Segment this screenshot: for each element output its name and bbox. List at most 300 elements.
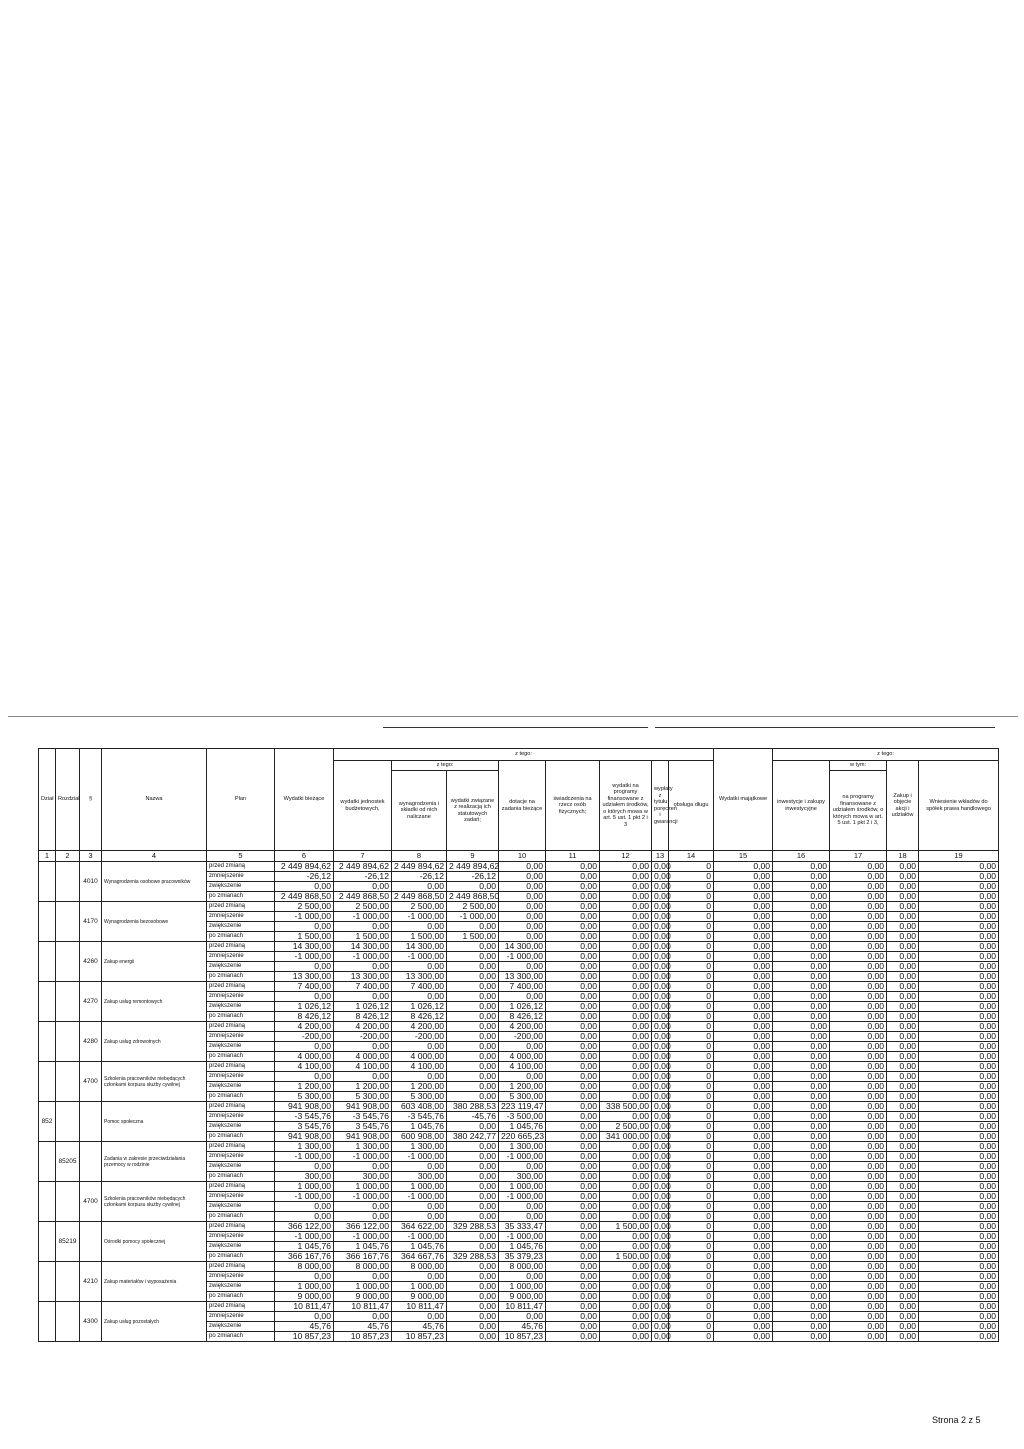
value-cell: 0,00 <box>652 1242 669 1252</box>
value-cell: 0,00 <box>773 1272 830 1282</box>
value-cell: 0,00 <box>334 992 392 1002</box>
column-number: 10 <box>499 851 546 862</box>
value-cell: 603 408,00 <box>392 1102 447 1112</box>
value-cell: 0,00 <box>830 972 887 982</box>
value-cell: 0,00 <box>773 862 830 872</box>
value-cell: 0,00 <box>887 1262 919 1272</box>
value-cell: 2 449 894,62 <box>334 862 392 872</box>
value-cell: 0,00 <box>447 982 499 992</box>
value-cell: 4 200,00 <box>275 1022 334 1032</box>
nazwa-cell: Zakup materiałów i wyposażenia <box>102 1262 207 1302</box>
value-cell: 0,00 <box>447 1292 499 1302</box>
value-cell: 4 000,00 <box>499 1052 546 1062</box>
value-cell: 0 <box>669 892 714 902</box>
value-cell: 0 <box>669 1092 714 1102</box>
value-cell: 0,00 <box>830 882 887 892</box>
value-cell: 0,00 <box>652 1192 669 1202</box>
value-cell: 0,00 <box>447 1242 499 1252</box>
value-cell: 0,00 <box>773 982 830 992</box>
value-cell: 0 <box>669 1142 714 1152</box>
value-cell: 0,00 <box>919 1232 999 1242</box>
change-type-label: przed zmianą <box>207 1222 275 1232</box>
value-cell: 0,00 <box>392 962 447 972</box>
value-cell: 0,00 <box>499 912 546 922</box>
value-cell: 0,00 <box>546 1292 600 1302</box>
paragraf-cell: 4700 <box>80 1182 102 1222</box>
value-cell: 0,00 <box>652 872 669 882</box>
value-cell: 0,00 <box>392 1162 447 1172</box>
value-cell: 1 000,00 <box>334 1282 392 1292</box>
change-type-label: po zmianach <box>207 892 275 902</box>
value-cell: 0,00 <box>773 1292 830 1302</box>
paragraf-cell: 4260 <box>80 942 102 982</box>
dzial-cell <box>39 1262 56 1302</box>
value-cell: 0,00 <box>600 1172 652 1182</box>
value-cell: 0,00 <box>887 1182 919 1192</box>
value-cell: 0,00 <box>652 982 669 992</box>
value-cell: 0,00 <box>714 1332 773 1342</box>
value-cell: 10 811,47 <box>392 1302 447 1312</box>
page-divider-line <box>8 716 1018 717</box>
value-cell: 0 <box>669 1292 714 1302</box>
value-cell: 0,00 <box>600 1182 652 1192</box>
value-cell: 0,00 <box>714 1242 773 1252</box>
value-cell: 0,00 <box>830 1272 887 1282</box>
value-cell: 0,00 <box>714 952 773 962</box>
value-cell: 0,00 <box>600 1082 652 1092</box>
nazwa-cell: Ośrodki pomocy społecznej <box>102 1222 207 1262</box>
header-wydatki-biezace: Wydatki bieżące <box>275 749 334 851</box>
value-cell: 9 000,00 <box>275 1292 334 1302</box>
change-type-label: zwiększenie <box>207 1162 275 1172</box>
value-cell: 0 <box>669 942 714 952</box>
value-cell: 0 <box>669 1252 714 1262</box>
value-cell: 0,00 <box>887 1092 919 1102</box>
value-cell: 0,00 <box>887 1242 919 1252</box>
value-cell: 0,00 <box>652 1062 669 1072</box>
value-cell: 0,00 <box>830 1102 887 1112</box>
value-cell: 0 <box>669 882 714 892</box>
value-cell: 0,00 <box>919 1152 999 1162</box>
value-cell: 0,00 <box>887 912 919 922</box>
value-cell: 0 <box>669 862 714 872</box>
value-cell: 10 811,47 <box>275 1302 334 1312</box>
value-cell: 7 400,00 <box>275 982 334 992</box>
header-z-tego-3: z tego: <box>773 749 999 761</box>
value-cell: 0,00 <box>546 1092 600 1102</box>
change-type-label: zwiększenie <box>207 1042 275 1052</box>
value-cell: 1 045,76 <box>392 1242 447 1252</box>
value-cell: -1 000,00 <box>275 1152 334 1162</box>
value-cell: 0,00 <box>652 1252 669 1262</box>
value-cell: 0,00 <box>919 1092 999 1102</box>
rozdzial-cell <box>56 1102 80 1142</box>
change-type-label: po zmianach <box>207 1092 275 1102</box>
value-cell: 0,00 <box>714 1032 773 1042</box>
value-cell: 0,00 <box>652 1072 669 1082</box>
value-cell: 0,00 <box>546 1002 600 1012</box>
value-cell: 3 545,76 <box>334 1122 392 1132</box>
value-cell: 0,00 <box>830 982 887 992</box>
value-cell: 0,00 <box>919 862 999 872</box>
value-cell: 0,00 <box>546 1302 600 1312</box>
value-cell: 0,00 <box>887 1132 919 1142</box>
value-cell: 941 908,00 <box>334 1102 392 1112</box>
value-cell: 0,00 <box>830 1082 887 1092</box>
value-cell: 0,00 <box>652 1142 669 1152</box>
value-cell: 1 200,00 <box>392 1082 447 1092</box>
value-cell: 1 000,00 <box>275 1182 334 1192</box>
value-cell: 0,00 <box>447 1302 499 1312</box>
value-cell: 0,00 <box>830 962 887 972</box>
header-w-tym: w tym: <box>830 761 887 771</box>
value-cell: 1 300,00 <box>275 1142 334 1152</box>
value-cell: 0,00 <box>830 1312 887 1322</box>
value-cell: 8 000,00 <box>499 1262 546 1272</box>
paragraf-cell <box>80 1102 102 1142</box>
value-cell: 9 000,00 <box>392 1292 447 1302</box>
rozdzial-cell <box>56 862 80 902</box>
value-cell: 0,00 <box>887 1322 919 1332</box>
value-cell: 0,00 <box>546 1122 600 1132</box>
value-cell: 0,00 <box>600 972 652 982</box>
value-cell: 0 <box>669 1182 714 1192</box>
value-cell: 0,00 <box>652 902 669 912</box>
value-cell: 0,00 <box>887 1212 919 1222</box>
value-cell: 0,00 <box>392 1272 447 1282</box>
value-cell: 2 500,00 <box>392 902 447 912</box>
value-cell: 0,00 <box>919 1202 999 1212</box>
value-cell: 0,00 <box>600 952 652 962</box>
value-cell: 0,00 <box>887 1162 919 1172</box>
value-cell: 0,00 <box>714 1062 773 1072</box>
value-cell: 223 119,47 <box>499 1102 546 1112</box>
column-number: 3 <box>80 851 102 862</box>
value-cell: 0,00 <box>275 962 334 972</box>
value-cell: 0,00 <box>887 962 919 972</box>
value-cell: 0,00 <box>919 1242 999 1252</box>
value-cell: 0,00 <box>600 872 652 882</box>
value-cell: 329 288,53 <box>447 1222 499 1232</box>
value-cell: 0,00 <box>714 1132 773 1142</box>
value-cell: 0,00 <box>652 1172 669 1182</box>
value-cell: 0,00 <box>773 1202 830 1212</box>
value-cell: 0,00 <box>546 1232 600 1242</box>
value-cell: 0,00 <box>546 1152 600 1162</box>
value-cell: 0,00 <box>652 912 669 922</box>
value-cell: -1 000,00 <box>499 952 546 962</box>
column-number: 14 <box>669 851 714 862</box>
value-cell: 0,00 <box>392 882 447 892</box>
value-cell: 0,00 <box>773 1122 830 1132</box>
value-cell: 0,00 <box>447 922 499 932</box>
value-cell: 0,00 <box>887 1172 919 1182</box>
value-cell: 4 100,00 <box>275 1062 334 1072</box>
value-cell: 0,00 <box>887 1122 919 1132</box>
nazwa-cell: Szkolenia pracowników niebędących członkami korpusu służby cywilnej <box>102 1182 207 1222</box>
value-cell: 0,00 <box>773 892 830 902</box>
value-cell: 0,00 <box>919 972 999 982</box>
value-cell: 0,00 <box>919 1022 999 1032</box>
value-cell: 0,00 <box>830 992 887 1002</box>
value-cell: 0,00 <box>600 1322 652 1332</box>
value-cell: 0,00 <box>600 1272 652 1282</box>
value-cell: 0,00 <box>499 872 546 882</box>
value-cell: 0,00 <box>652 922 669 932</box>
value-cell: 0 <box>669 1062 714 1072</box>
value-cell: -1 000,00 <box>334 1232 392 1242</box>
nazwa-cell: Pomoc społeczna <box>102 1102 207 1142</box>
value-cell: 0 <box>669 972 714 982</box>
value-cell: 0,00 <box>447 952 499 962</box>
value-cell: -1 000,00 <box>392 912 447 922</box>
column-number: 19 <box>919 851 999 862</box>
value-cell: 0,00 <box>919 872 999 882</box>
change-type-label: po zmianach <box>207 1132 275 1142</box>
value-cell: 1 200,00 <box>275 1082 334 1092</box>
value-cell: 0,00 <box>773 1212 830 1222</box>
value-cell: 0,00 <box>714 1232 773 1242</box>
value-cell: 0 <box>669 1122 714 1132</box>
change-type-label: zmniejszenie <box>207 1312 275 1322</box>
value-cell: 0,00 <box>830 932 887 942</box>
value-cell: 0,00 <box>919 1072 999 1082</box>
value-cell: 0,00 <box>447 1162 499 1172</box>
value-cell: 13 300,00 <box>392 972 447 982</box>
value-cell: 0,00 <box>275 1162 334 1172</box>
value-cell: 0,00 <box>830 1302 887 1312</box>
value-cell: 0,00 <box>652 1312 669 1322</box>
value-cell: 0,00 <box>714 1192 773 1202</box>
value-cell: 0,00 <box>887 1232 919 1242</box>
value-cell: -1 000,00 <box>392 1152 447 1162</box>
column-number: 12 <box>600 851 652 862</box>
rozdzial-cell <box>56 942 80 982</box>
value-cell: 0,00 <box>546 1192 600 1202</box>
value-cell: 0,00 <box>919 912 999 922</box>
header-top-line-left <box>383 727 648 728</box>
table-row <box>39 1222 999 1232</box>
value-cell: 0,00 <box>773 1252 830 1262</box>
value-cell: 0,00 <box>652 1322 669 1332</box>
value-cell: 0,00 <box>773 1262 830 1272</box>
change-type-label: przed zmianą <box>207 1182 275 1192</box>
value-cell: 0,00 <box>546 1202 600 1212</box>
value-cell: 0,00 <box>714 1122 773 1132</box>
value-cell: 0,00 <box>830 1032 887 1042</box>
value-cell: 0,00 <box>830 1182 887 1192</box>
column-number: 6 <box>275 851 334 862</box>
value-cell: -3 545,76 <box>334 1112 392 1122</box>
change-type-label: zmniejszenie <box>207 992 275 1002</box>
nazwa-cell: Zakup usług zdrowotnych <box>102 1022 207 1062</box>
value-cell: 2 449 894,62 <box>275 862 334 872</box>
header-rozdzial: Rozdział <box>56 749 80 851</box>
value-cell: 0,00 <box>919 992 999 1002</box>
value-cell: 0,00 <box>773 1232 830 1242</box>
change-type-label: po zmianach <box>207 932 275 942</box>
paragraf-cell: 4010 <box>80 862 102 902</box>
value-cell: 2 449 868,50 <box>392 892 447 902</box>
value-cell: 0,00 <box>830 1062 887 1072</box>
value-cell: 4 100,00 <box>334 1062 392 1072</box>
value-cell: 13 300,00 <box>334 972 392 982</box>
value-cell: 0 <box>669 1022 714 1032</box>
value-cell: 0,00 <box>887 1302 919 1312</box>
value-cell: 0,00 <box>546 902 600 912</box>
value-cell: 0,00 <box>887 932 919 942</box>
value-cell: 0,00 <box>600 1042 652 1052</box>
dzial-cell <box>39 902 56 942</box>
value-cell: 0,00 <box>652 1012 669 1022</box>
value-cell: 0 <box>669 1162 714 1172</box>
value-cell: 0,00 <box>773 1242 830 1252</box>
nazwa-cell: Zakup energii <box>102 942 207 982</box>
value-cell: 0,00 <box>773 1102 830 1112</box>
value-cell: 0,00 <box>499 892 546 902</box>
change-type-label: przed zmianą <box>207 902 275 912</box>
value-cell: 0,00 <box>447 1172 499 1182</box>
value-cell: 1 500,00 <box>334 932 392 942</box>
value-cell: -26,12 <box>392 872 447 882</box>
value-cell: 0,00 <box>447 1142 499 1152</box>
value-cell: 0,00 <box>334 1272 392 1282</box>
change-type-label: zmniejszenie <box>207 1192 275 1202</box>
value-cell: 0 <box>669 1272 714 1282</box>
value-cell: 0,00 <box>447 1152 499 1162</box>
change-type-label: zwiększenie <box>207 1322 275 1332</box>
value-cell: 1 045,76 <box>499 1242 546 1252</box>
value-cell: 0,00 <box>600 902 652 912</box>
value-cell: 0,00 <box>919 1172 999 1182</box>
value-cell: 1 026,12 <box>499 1002 546 1012</box>
value-cell: 0,00 <box>714 1212 773 1222</box>
value-cell: 0,00 <box>546 942 600 952</box>
value-cell: 0,00 <box>600 892 652 902</box>
value-cell: 0,00 <box>652 1002 669 1012</box>
value-cell: 0,00 <box>546 1082 600 1092</box>
value-cell: 0,00 <box>447 942 499 952</box>
value-cell: 0,00 <box>652 1082 669 1092</box>
column-number: 1 <box>39 851 56 862</box>
value-cell: 0,00 <box>830 1262 887 1272</box>
value-cell: 0 <box>669 1012 714 1022</box>
value-cell: 0,00 <box>447 1022 499 1032</box>
value-cell: 0,00 <box>830 952 887 962</box>
value-cell: 4 000,00 <box>334 1052 392 1062</box>
column-number: 8 <box>392 851 447 862</box>
value-cell: 0,00 <box>546 1322 600 1332</box>
value-cell: 0,00 <box>546 1132 600 1142</box>
value-cell: 0,00 <box>830 1242 887 1252</box>
table-row <box>39 1102 999 1112</box>
value-cell: 0,00 <box>830 1222 887 1232</box>
value-cell: 0,00 <box>830 1212 887 1222</box>
value-cell: 0,00 <box>499 1272 546 1282</box>
value-cell: 0,00 <box>714 992 773 1002</box>
value-cell: 0,00 <box>919 962 999 972</box>
value-cell: 0 <box>669 1042 714 1052</box>
value-cell: 0,00 <box>714 1002 773 1012</box>
value-cell: 0,00 <box>773 1222 830 1232</box>
value-cell: 0 <box>669 932 714 942</box>
value-cell: 600 908,00 <box>392 1132 447 1142</box>
value-cell: 0,00 <box>546 992 600 1002</box>
value-cell: 0,00 <box>275 922 334 932</box>
value-cell: 366 122,00 <box>275 1222 334 1232</box>
value-cell: -1 000,00 <box>334 1192 392 1202</box>
value-cell: 0,00 <box>714 1012 773 1022</box>
value-cell: 0,00 <box>334 922 392 932</box>
value-cell: 0,00 <box>919 1322 999 1332</box>
value-cell: 1 026,12 <box>392 1002 447 1012</box>
value-cell: 1 300,00 <box>499 1142 546 1152</box>
header-z-tego-1: z tego: <box>334 749 714 761</box>
value-cell: 0 <box>669 1002 714 1012</box>
value-cell: 0 <box>669 1282 714 1292</box>
value-cell: 0,00 <box>830 1122 887 1132</box>
value-cell: 0,00 <box>600 1062 652 1072</box>
value-cell: 0,00 <box>830 1192 887 1202</box>
value-cell: 0,00 <box>773 902 830 912</box>
value-cell: -200,00 <box>499 1032 546 1042</box>
rozdzial-cell <box>56 1302 80 1342</box>
value-cell: 0,00 <box>447 1282 499 1292</box>
value-cell: 0,00 <box>887 1252 919 1262</box>
value-cell: 0,00 <box>919 902 999 912</box>
value-cell: 0,00 <box>600 1192 652 1202</box>
value-cell: 2 500,00 <box>334 902 392 912</box>
column-number: 11 <box>546 851 600 862</box>
budget-sheet <box>38 748 998 1342</box>
change-type-label: po zmianach <box>207 1252 275 1262</box>
value-cell: 0,00 <box>447 1312 499 1322</box>
header-dzial: Dział <box>39 749 56 851</box>
paragraf-cell <box>80 1222 102 1262</box>
paragraf-cell: 4270 <box>80 982 102 1022</box>
value-cell: 35 333,47 <box>499 1222 546 1232</box>
value-cell: 4 100,00 <box>499 1062 546 1072</box>
value-cell: 0,00 <box>919 1252 999 1262</box>
value-cell: 7 400,00 <box>499 982 546 992</box>
value-cell: 0,00 <box>499 922 546 932</box>
value-cell: 0,00 <box>830 872 887 882</box>
value-cell: 0,00 <box>652 952 669 962</box>
value-cell: 0,00 <box>600 1032 652 1042</box>
value-cell: 14 300,00 <box>275 942 334 952</box>
value-cell: 0,00 <box>773 1172 830 1182</box>
value-cell: 0,00 <box>830 1132 887 1142</box>
value-cell: 0,00 <box>652 1022 669 1032</box>
value-cell: 0,00 <box>600 942 652 952</box>
value-cell: 0,00 <box>600 1112 652 1122</box>
value-cell: 0,00 <box>830 1252 887 1262</box>
value-cell: 0,00 <box>275 1072 334 1082</box>
value-cell: 0 <box>669 1172 714 1182</box>
value-cell: 0,00 <box>919 1192 999 1202</box>
change-type-label: po zmianach <box>207 1172 275 1182</box>
value-cell: 0,00 <box>600 1142 652 1152</box>
change-type-label: po zmianach <box>207 972 275 982</box>
header-wynagrodzenia: wynagrodzenia i składki od nich naliczane <box>392 771 447 851</box>
value-cell: 0,00 <box>919 1302 999 1312</box>
value-cell: 14 300,00 <box>499 942 546 952</box>
dzial-cell: 852 <box>39 1102 56 1142</box>
table-row <box>39 1062 999 1072</box>
value-cell: 0,00 <box>714 1312 773 1322</box>
value-cell: -1 000,00 <box>334 1152 392 1162</box>
value-cell: 0,00 <box>830 862 887 872</box>
